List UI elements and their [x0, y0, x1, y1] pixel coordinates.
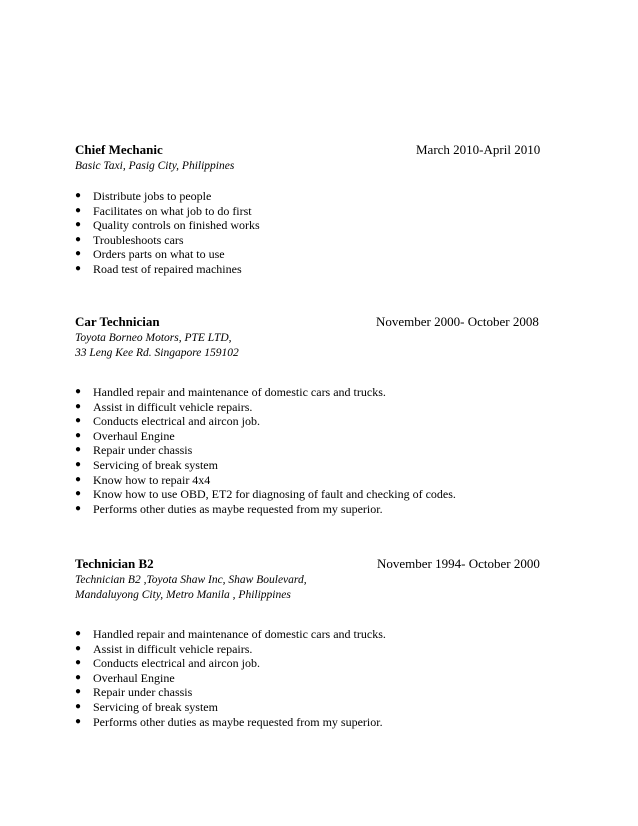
bullet-icon: ● — [75, 219, 82, 231]
duty-item — [75, 487, 545, 502]
duty-text: Assist in difficult vehicle repairs. — [93, 399, 253, 414]
bullet-icon: ● — [75, 386, 82, 397]
duty-list — [75, 385, 545, 516]
duty-item — [75, 414, 545, 429]
job-dates: November 2000- October 2008 — [376, 314, 539, 329]
duty-text: Conducts electrical and aircon job. — [93, 656, 260, 671]
job-entry-chief-mechanic — [75, 142, 545, 277]
duty-item — [75, 715, 545, 730]
duty-item — [75, 671, 545, 686]
bullet-icon: ● — [75, 204, 82, 216]
company-line: 33 Leng Kee Rd. Singapore 159102 — [75, 347, 239, 359]
bullet-icon: ● — [75, 671, 82, 683]
bullet-icon: ● — [75, 642, 82, 654]
bullet-icon: ● — [75, 700, 82, 712]
job-header — [75, 556, 545, 573]
duty-text: Overhaul Engine — [93, 428, 175, 443]
duty-item — [75, 429, 545, 444]
job-entry-car-technician — [75, 314, 545, 516]
bullet-icon: ● — [75, 686, 82, 698]
duty-text: Troubleshoots cars — [93, 232, 184, 247]
duty-item — [75, 400, 545, 415]
company-line: Toyota Borneo Motors, PTE LTD, — [75, 332, 232, 344]
duty-text: Performs other duties as maybe requested from my superior. — [93, 501, 383, 516]
duty-item — [75, 656, 545, 671]
job-title: Technician B2 — [75, 556, 154, 571]
duty-text: Know how to use OBD, ET2 for diagnosing of fault and checking of codes. — [93, 487, 456, 502]
duty-text: Overhaul Engine — [93, 670, 175, 685]
duty-item — [75, 385, 545, 400]
duty-text: Servicing of break system — [93, 699, 218, 714]
duty-text: Distribute jobs to people — [93, 189, 212, 203]
duty-text: Handled repair and maintenance of domestic cars and trucks. — [93, 385, 386, 399]
company-line: Mandaluyong City, Metro Manila , Philippines — [75, 589, 291, 601]
bullet-icon: ● — [75, 444, 82, 456]
bullet-icon: ● — [75, 415, 82, 427]
bullet-icon: ● — [75, 458, 82, 470]
bullet-icon: ● — [75, 233, 82, 245]
company-line: Technician B2 ,Toyota Shaw Inc, Shaw Boulevard, — [75, 574, 307, 586]
duty-text: Handled repair and maintenance of domestic cars and trucks. — [93, 627, 386, 641]
duty-text: Repair under chassis — [93, 685, 193, 700]
bullet-icon: ● — [75, 473, 82, 485]
job-entry-technician-b2 — [75, 556, 545, 729]
duty-item — [75, 204, 545, 219]
bullet-icon: ● — [75, 657, 82, 669]
duty-item — [75, 189, 545, 204]
job-header — [75, 314, 545, 331]
bullet-icon: ● — [75, 628, 82, 639]
duty-text: Conducts electrical and aircon job. — [93, 414, 260, 429]
bullet-icon: ● — [75, 429, 82, 441]
duty-item — [75, 642, 545, 657]
duty-text: Orders parts on what to use — [93, 247, 225, 262]
duty-text: Know how to repair 4x4 — [93, 472, 211, 487]
duty-item — [75, 685, 545, 700]
job-header — [75, 142, 545, 159]
job-dates: March 2010-April 2010 — [416, 142, 541, 157]
bullet-icon: ● — [75, 488, 82, 500]
duty-list — [75, 189, 545, 277]
duty-text: Assist in difficult vehicle repairs. — [93, 641, 253, 656]
bullet-icon: ● — [75, 190, 82, 201]
bullet-icon: ● — [75, 400, 82, 412]
company-line: Basic Taxi, Pasig City, Philippines — [75, 160, 235, 172]
duty-text: Road test of repaired machines — [93, 261, 242, 276]
duty-item — [75, 473, 545, 488]
duty-text: Facilitates on what job to do first — [93, 203, 252, 218]
duty-text: Servicing of break system — [93, 457, 218, 472]
duty-list — [75, 627, 545, 729]
duty-item — [75, 443, 545, 458]
duty-item — [75, 502, 545, 517]
bullet-icon: ● — [75, 248, 82, 260]
job-title: Chief Mechanic — [75, 142, 163, 157]
duty-item — [75, 218, 545, 233]
job-dates: November 1994- October 2000 — [377, 556, 540, 571]
duty-text: Quality controls on finished works — [93, 218, 260, 233]
duty-text: Performs other duties as maybe requested from my superior. — [93, 714, 383, 729]
duty-item — [75, 233, 545, 248]
duty-text: Repair under chassis — [93, 443, 193, 458]
bullet-icon: ● — [75, 715, 82, 727]
duty-item — [75, 247, 545, 262]
duty-item — [75, 262, 545, 277]
duty-item — [75, 627, 545, 642]
job-title: Car Technician — [75, 314, 160, 329]
duty-item — [75, 458, 545, 473]
bullet-icon: ● — [75, 502, 82, 514]
duty-item — [75, 700, 545, 715]
bullet-icon: ● — [75, 262, 82, 274]
